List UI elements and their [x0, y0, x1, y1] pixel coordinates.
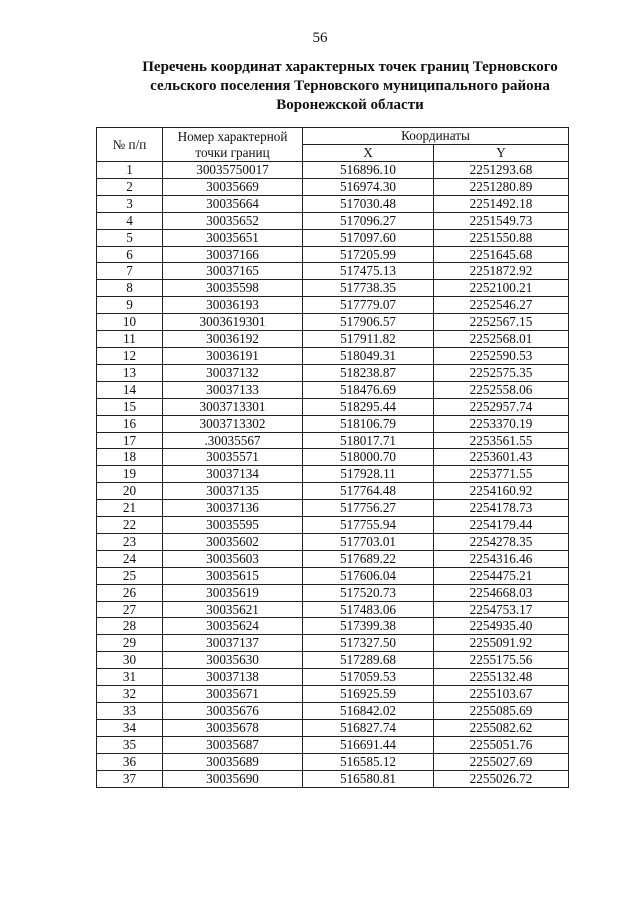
cell-point: 3003713301 — [163, 398, 303, 415]
cell-num: 37 — [97, 770, 163, 787]
cell-x: 517689.22 — [303, 550, 434, 567]
table-row — [97, 398, 569, 415]
cell-point: 30035676 — [163, 703, 303, 720]
cell-y: 2254178.73 — [434, 500, 569, 517]
cell-y: 2251872.92 — [434, 263, 569, 280]
cell-y: 2255085.69 — [434, 703, 569, 720]
cell-num: 18 — [97, 449, 163, 466]
cell-y: 2255091.92 — [434, 635, 569, 652]
cell-point: 30037136 — [163, 500, 303, 517]
cell-x: 517755.94 — [303, 517, 434, 534]
cell-num: 30 — [97, 652, 163, 669]
table-row — [97, 584, 569, 601]
cell-num: 35 — [97, 736, 163, 753]
table-row — [97, 449, 569, 466]
cell-point: 30035619 — [163, 584, 303, 601]
cell-y: 2251492.18 — [434, 195, 569, 212]
cell-point: 30035671 — [163, 686, 303, 703]
header-x: X — [303, 145, 434, 162]
table-row — [97, 178, 569, 195]
cell-x: 517483.06 — [303, 601, 434, 618]
cell-num: 9 — [97, 297, 163, 314]
cell-point: 30036191 — [163, 347, 303, 364]
table-row — [97, 753, 569, 770]
cell-x: 516585.12 — [303, 753, 434, 770]
table-row — [97, 635, 569, 652]
cell-x: 517520.73 — [303, 584, 434, 601]
table-row — [97, 517, 569, 534]
cell-y: 2254668.03 — [434, 584, 569, 601]
cell-x: 518106.79 — [303, 415, 434, 432]
cell-y: 2254753.17 — [434, 601, 569, 618]
table-row — [97, 195, 569, 212]
cell-num: 22 — [97, 517, 163, 534]
table-row — [97, 162, 569, 179]
cell-point: 30035750017 — [163, 162, 303, 179]
cell-x: 518295.44 — [303, 398, 434, 415]
cell-x: 516925.59 — [303, 686, 434, 703]
cell-point: 30036193 — [163, 297, 303, 314]
cell-x: 516842.02 — [303, 703, 434, 720]
cell-point: 30037166 — [163, 246, 303, 263]
table-row — [97, 736, 569, 753]
cell-y: 2251549.73 — [434, 212, 569, 229]
cell-num: 24 — [97, 550, 163, 567]
table-row — [97, 263, 569, 280]
cell-y: 2252100.21 — [434, 280, 569, 297]
cell-x: 516974.30 — [303, 178, 434, 195]
cell-num: 19 — [97, 466, 163, 483]
cell-x: 517030.48 — [303, 195, 434, 212]
cell-num: 10 — [97, 314, 163, 331]
page-number: 56 — [312, 30, 328, 46]
cell-x: 518476.69 — [303, 381, 434, 398]
cell-x: 517703.01 — [303, 533, 434, 550]
table-row — [97, 719, 569, 736]
cell-y: 2251280.89 — [434, 178, 569, 195]
table-row — [97, 618, 569, 635]
table-row — [97, 212, 569, 229]
cell-num: 34 — [97, 719, 163, 736]
cell-point: 30036192 — [163, 331, 303, 348]
cell-x: 517059.53 — [303, 669, 434, 686]
cell-y: 2255027.69 — [434, 753, 569, 770]
cell-x: 517289.68 — [303, 652, 434, 669]
cell-x: 517756.27 — [303, 500, 434, 517]
cell-point: 30035669 — [163, 178, 303, 195]
cell-x: 517906.57 — [303, 314, 434, 331]
cell-num: 3 — [97, 195, 163, 212]
cell-num: 31 — [97, 669, 163, 686]
cell-point: 30035602 — [163, 533, 303, 550]
cell-point: 30035571 — [163, 449, 303, 466]
table-body — [97, 162, 569, 788]
cell-x: 517097.60 — [303, 229, 434, 246]
table-row — [97, 229, 569, 246]
cell-x: 518238.87 — [303, 364, 434, 381]
cell-y: 2252957.74 — [434, 398, 569, 415]
table-row — [97, 381, 569, 398]
cell-point: 30037137 — [163, 635, 303, 652]
table-row — [97, 686, 569, 703]
cell-point: 3003713302 — [163, 415, 303, 432]
cell-num: 33 — [97, 703, 163, 720]
cell-y: 2254316.46 — [434, 550, 569, 567]
table-row — [97, 331, 569, 348]
table-row — [97, 770, 569, 787]
table-row — [97, 466, 569, 483]
cell-x: 516896.10 — [303, 162, 434, 179]
cell-num: 26 — [97, 584, 163, 601]
cell-num: 27 — [97, 601, 163, 618]
table-row — [97, 364, 569, 381]
table-row — [97, 601, 569, 618]
cell-point: 30037132 — [163, 364, 303, 381]
cell-num: 28 — [97, 618, 163, 635]
document-title: Перечень координат характерных точек границ Терновского сельского поселения Терновского муниципального района Воронежской области — [142, 59, 558, 113]
cell-point: 30035690 — [163, 770, 303, 787]
table-row — [97, 246, 569, 263]
table-row — [97, 432, 569, 449]
table-row — [97, 533, 569, 550]
cell-point: 30035678 — [163, 719, 303, 736]
cell-num: 20 — [97, 483, 163, 500]
cell-y: 2255132.48 — [434, 669, 569, 686]
cell-num: 2 — [97, 178, 163, 195]
cell-y: 2251550.88 — [434, 229, 569, 246]
cell-point: 30035689 — [163, 753, 303, 770]
cell-x: 517096.27 — [303, 212, 434, 229]
cell-num: 8 — [97, 280, 163, 297]
cell-point: 30035624 — [163, 618, 303, 635]
table-row — [97, 280, 569, 297]
cell-x: 518049.31 — [303, 347, 434, 364]
cell-y: 2254278.35 — [434, 533, 569, 550]
cell-point: 30035603 — [163, 550, 303, 567]
cell-point: 30037134 — [163, 466, 303, 483]
cell-x: 517606.04 — [303, 567, 434, 584]
cell-x: 518000.70 — [303, 449, 434, 466]
table-row — [97, 297, 569, 314]
cell-x: 516827.74 — [303, 719, 434, 736]
cell-num: 17 — [97, 432, 163, 449]
header-row — [97, 128, 569, 145]
cell-point: 30035664 — [163, 195, 303, 212]
cell-x: 517738.35 — [303, 280, 434, 297]
cell-y: 2254475.21 — [434, 567, 569, 584]
cell-y: 2252567.15 — [434, 314, 569, 331]
cell-point: 30035598 — [163, 280, 303, 297]
table-row — [97, 483, 569, 500]
cell-x: 517911.82 — [303, 331, 434, 348]
cell-y: 2252575.35 — [434, 364, 569, 381]
cell-num: 7 — [97, 263, 163, 280]
cell-y: 2253771.55 — [434, 466, 569, 483]
cell-point: .30035567 — [163, 432, 303, 449]
coordinates-table — [96, 127, 569, 788]
cell-num: 15 — [97, 398, 163, 415]
cell-point: 30035687 — [163, 736, 303, 753]
table-row — [97, 669, 569, 686]
cell-x: 518017.71 — [303, 432, 434, 449]
cell-num: 11 — [97, 331, 163, 348]
cell-num: 16 — [97, 415, 163, 432]
cell-point: 30035595 — [163, 517, 303, 534]
cell-point: 30037165 — [163, 263, 303, 280]
cell-y: 2251293.68 — [434, 162, 569, 179]
cell-y: 2252558.06 — [434, 381, 569, 398]
cell-y: 2253370.19 — [434, 415, 569, 432]
cell-y: 2255103.67 — [434, 686, 569, 703]
cell-x: 517399.38 — [303, 618, 434, 635]
cell-num: 25 — [97, 567, 163, 584]
table-row — [97, 567, 569, 584]
cell-point: 30035652 — [163, 212, 303, 229]
cell-point: 30037133 — [163, 381, 303, 398]
cell-x: 517327.50 — [303, 635, 434, 652]
cell-y: 2252546.27 — [434, 297, 569, 314]
cell-x: 517205.99 — [303, 246, 434, 263]
cell-point: 30037138 — [163, 669, 303, 686]
cell-y: 2254160.92 — [434, 483, 569, 500]
cell-num: 5 — [97, 229, 163, 246]
cell-x: 517475.13 — [303, 263, 434, 280]
cell-y: 2253561.55 — [434, 432, 569, 449]
cell-num: 32 — [97, 686, 163, 703]
cell-x: 517928.11 — [303, 466, 434, 483]
header-num: № п/п — [97, 128, 163, 162]
cell-num: 6 — [97, 246, 163, 263]
cell-y: 2251645.68 — [434, 246, 569, 263]
cell-y: 2252590.53 — [434, 347, 569, 364]
cell-point: 3003619301 — [163, 314, 303, 331]
cell-num: 23 — [97, 533, 163, 550]
cell-num: 13 — [97, 364, 163, 381]
cell-num: 4 — [97, 212, 163, 229]
cell-y: 2255026.72 — [434, 770, 569, 787]
cell-point: 30035651 — [163, 229, 303, 246]
table-row — [97, 703, 569, 720]
cell-point: 30035621 — [163, 601, 303, 618]
table-row — [97, 347, 569, 364]
cell-num: 21 — [97, 500, 163, 517]
cell-x: 516691.44 — [303, 736, 434, 753]
cell-num: 1 — [97, 162, 163, 179]
table-row — [97, 314, 569, 331]
table-row — [97, 415, 569, 432]
cell-num: 14 — [97, 381, 163, 398]
table-row — [97, 550, 569, 567]
cell-y: 2254935.40 — [434, 618, 569, 635]
cell-y: 2255082.62 — [434, 719, 569, 736]
cell-num: 29 — [97, 635, 163, 652]
cell-y: 2252568.01 — [434, 331, 569, 348]
cell-num: 36 — [97, 753, 163, 770]
cell-x: 516580.81 — [303, 770, 434, 787]
cell-point: 30035615 — [163, 567, 303, 584]
cell-y: 2255175.56 — [434, 652, 569, 669]
cell-num: 12 — [97, 347, 163, 364]
header-point: Номер характерной точки границ — [163, 128, 303, 162]
cell-y: 2255051.76 — [434, 736, 569, 753]
cell-x: 517779.07 — [303, 297, 434, 314]
cell-y: 2254179.44 — [434, 517, 569, 534]
cell-point: 30037135 — [163, 483, 303, 500]
table-row — [97, 500, 569, 517]
table-row — [97, 652, 569, 669]
cell-x: 517764.48 — [303, 483, 434, 500]
cell-point: 30035630 — [163, 652, 303, 669]
header-coords: Координаты — [303, 128, 569, 145]
cell-y: 2253601.43 — [434, 449, 569, 466]
header-y: Y — [434, 145, 569, 162]
